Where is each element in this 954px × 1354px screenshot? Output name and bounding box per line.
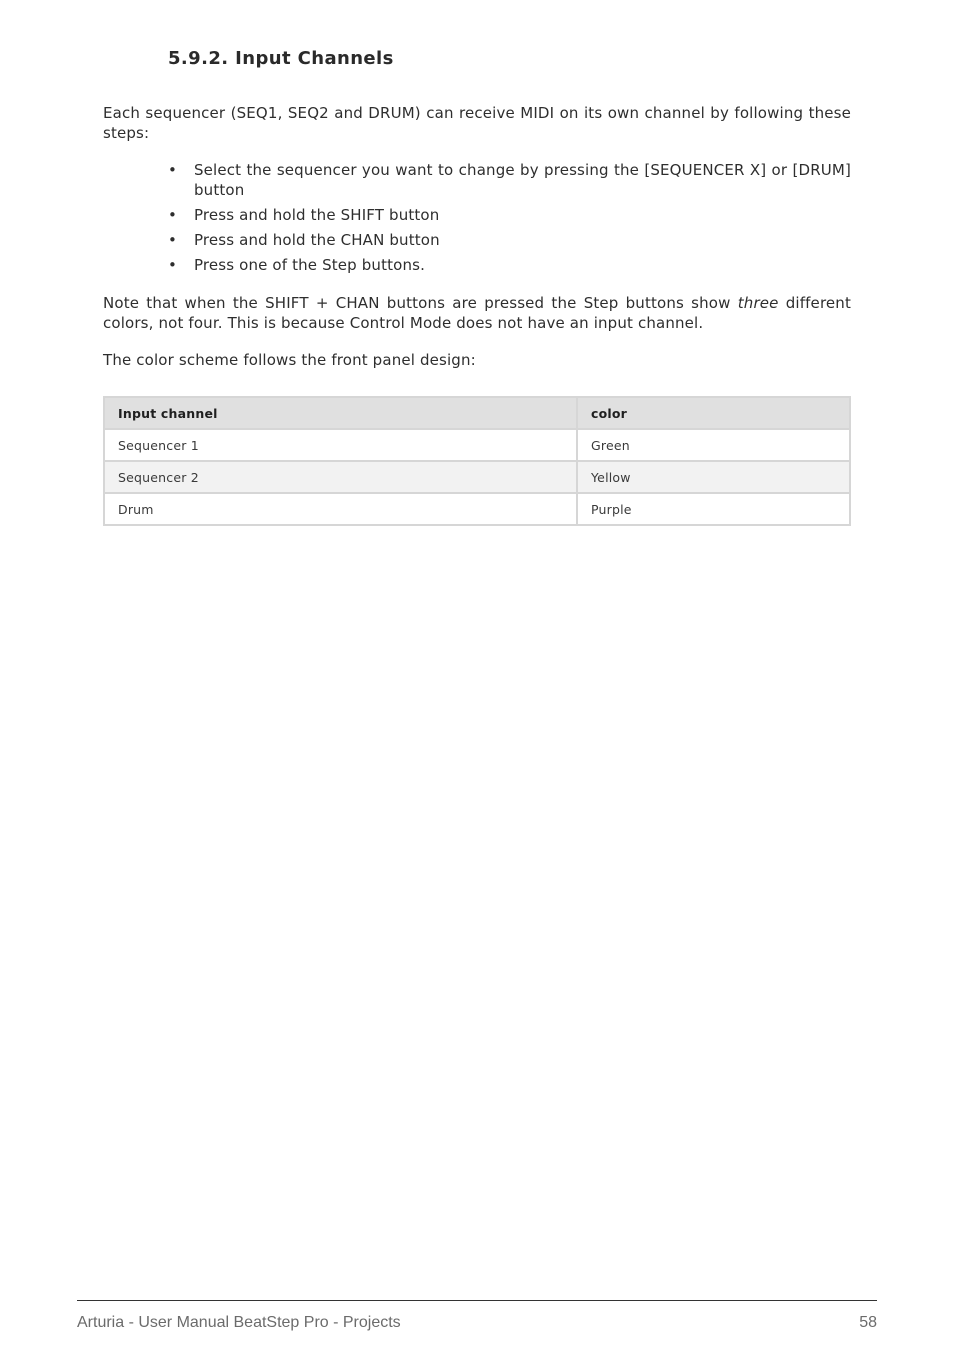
list-item — [168, 230, 851, 250]
input-channel-table — [103, 396, 851, 526]
note-emphasis: three — [737, 294, 779, 312]
list-item — [168, 255, 851, 275]
table-row — [104, 461, 850, 493]
table-cell-channel: Sequencer 1 — [104, 429, 577, 461]
bullet-icon: • — [168, 256, 177, 274]
table-cell-channel: Drum — [104, 493, 577, 525]
list-item — [168, 205, 851, 225]
table-cell-color: Green — [577, 429, 850, 461]
bullet-icon: • — [168, 206, 177, 224]
list-item — [168, 160, 851, 200]
table-cell-channel: Sequencer 2 — [104, 461, 577, 493]
steps-list — [168, 160, 851, 280]
table-cell-color: Yellow — [577, 461, 850, 493]
table-header-row — [104, 397, 850, 429]
table-row — [104, 429, 850, 461]
bullet-icon: • — [168, 161, 177, 179]
note-text: Note that when the SHIFT + CHAN buttons are pressed the Step buttons show — [103, 294, 738, 312]
note-paragraph — [103, 293, 851, 333]
footer-title: Arturia - User Manual BeatStep Pro - Projects — [77, 1314, 401, 1331]
column-header-color: color — [577, 397, 850, 429]
step-text: Press and hold the SHIFT button — [194, 206, 440, 224]
column-header-input-channel: Input channel — [104, 397, 577, 429]
section-heading: 5.9.2. Input Channels — [168, 48, 394, 69]
bullet-icon: • — [168, 231, 177, 249]
table-row — [104, 493, 850, 525]
page-number: 58 — [859, 1314, 877, 1331]
step-text: Select the sequencer you want to change by pressing the [SEQUENCER X] or [DRUM] button — [194, 161, 851, 199]
intro-paragraph: Each sequencer (SEQ1, SEQ2 and DRUM) can receive MIDI on its own channel by following these steps: — [103, 104, 851, 142]
footer-divider — [77, 1300, 877, 1301]
step-text: Press one of the Step buttons. — [194, 256, 426, 274]
step-text: Press and hold the CHAN button — [194, 231, 440, 249]
color-scheme-paragraph: The color scheme follows the front panel design: — [103, 351, 476, 369]
note-text-end: different colors, not four. This is because Control Mode does not have an input channel. — [103, 294, 851, 332]
table-cell-color: Purple — [577, 493, 850, 525]
